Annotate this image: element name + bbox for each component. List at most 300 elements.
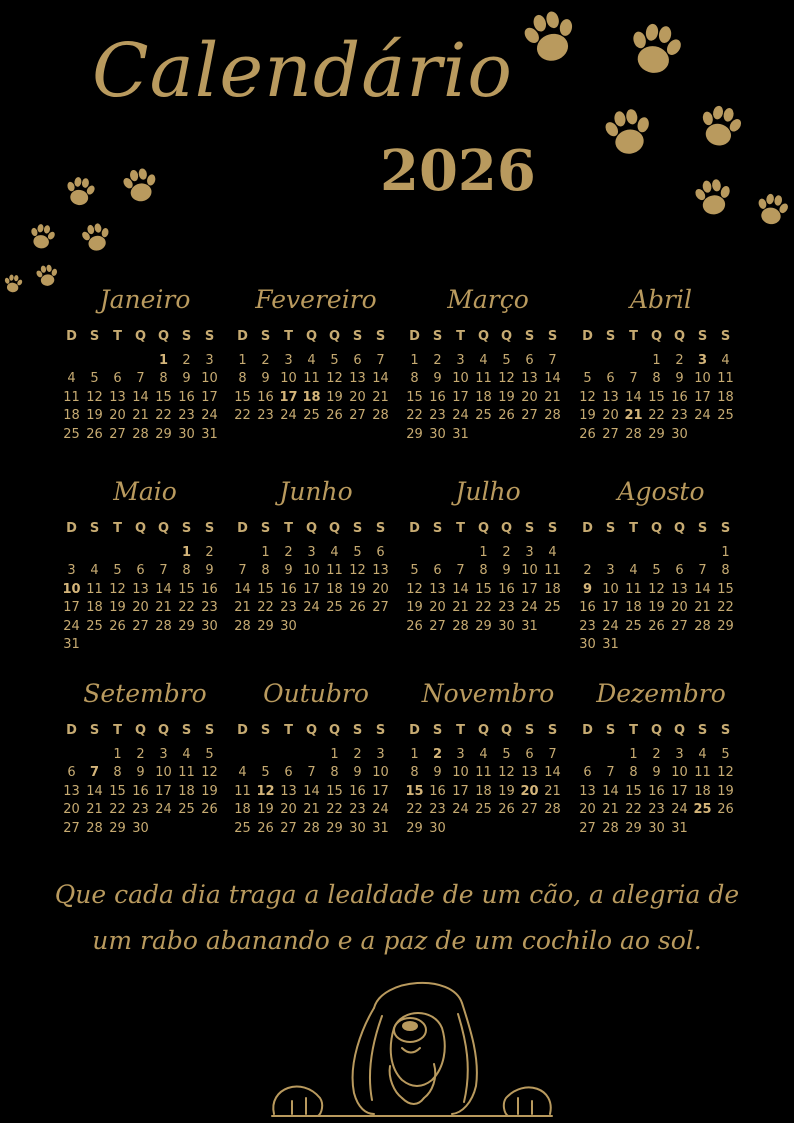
day-cell: 23	[280, 600, 297, 616]
empty-cell	[60, 746, 83, 764]
day-cell: 5	[410, 563, 419, 579]
weekday-header: S	[720, 723, 731, 738]
day-cell: 31	[602, 636, 619, 652]
weekday-header: D	[66, 723, 77, 738]
day-cell: 18	[625, 600, 642, 616]
day-cell: 5	[90, 371, 99, 387]
day-cell: 1	[158, 353, 169, 368]
day-cell: 25	[178, 802, 195, 818]
empty-cell	[83, 746, 106, 764]
day-cell: 10	[201, 371, 218, 387]
weekday-header: Q	[477, 723, 490, 738]
day-cell: 9	[261, 371, 270, 387]
day-cell: 13	[521, 765, 538, 781]
day-cell: 27	[280, 820, 297, 836]
day-cell: 2	[432, 747, 443, 762]
day-cell: 30	[579, 636, 596, 652]
day-cell: 15	[155, 389, 172, 405]
day-cell: 8	[410, 371, 419, 387]
day-cell: 28	[86, 820, 103, 836]
day-cell: 30	[498, 618, 515, 634]
day-cell: 10	[602, 581, 619, 597]
weekday-header: S	[547, 521, 558, 536]
month-fevereiro	[231, 282, 401, 426]
day-cell: 22	[406, 802, 423, 818]
day-cell: 19	[406, 600, 423, 616]
day-cell: 23	[201, 600, 218, 616]
day-cell: 7	[376, 353, 385, 368]
day-cell: 14	[694, 581, 711, 597]
day-cell: 7	[456, 563, 465, 579]
day-cell: 27	[372, 600, 389, 616]
empty-cell	[300, 746, 323, 764]
day-cell: 17	[521, 581, 538, 597]
day-cell: 8	[113, 765, 122, 781]
day-cell: 17	[155, 783, 172, 799]
empty-cell	[129, 544, 152, 562]
day-cell: 9	[582, 581, 593, 597]
day-cell: 6	[136, 563, 145, 579]
day-cell: 12	[109, 581, 126, 597]
empty-cell	[426, 544, 449, 562]
weekday-header: S	[204, 521, 215, 536]
day-cell: 30	[178, 426, 195, 442]
day-cell: 23	[178, 408, 195, 424]
month-name: Março	[447, 285, 529, 314]
weekday-header: T	[284, 521, 293, 536]
empty-cell	[576, 352, 599, 370]
day-cell: 22	[326, 802, 343, 818]
day-cell: 24	[63, 618, 80, 634]
day-cell: 14	[372, 371, 389, 387]
weekday-header: S	[181, 329, 192, 344]
weekday-header: S	[605, 329, 616, 344]
day-cell: 16	[132, 783, 149, 799]
day-cell: 9	[136, 765, 145, 781]
day-cell: 10	[155, 765, 172, 781]
day-cell: 13	[132, 581, 149, 597]
day-cell: 1	[652, 353, 661, 368]
weekday-header: Q	[157, 329, 170, 344]
day-cell: 24	[671, 802, 688, 818]
day-cell: 7	[307, 765, 316, 781]
day-cell: 6	[525, 747, 534, 762]
day-cell: 9	[675, 371, 684, 387]
day-cell: 13	[63, 783, 80, 799]
day-cell: 2	[433, 353, 442, 368]
weekday-header: Q	[134, 329, 147, 344]
weekday-header: D	[409, 723, 420, 738]
weekday-header: Q	[134, 723, 147, 738]
empty-cell	[60, 544, 83, 562]
day-cell: 30	[429, 426, 446, 442]
day-cell: 18	[326, 581, 343, 597]
day-cell: 11	[326, 563, 343, 579]
day-cell: 8	[330, 765, 339, 781]
day-cell: 24	[155, 802, 172, 818]
empty-cell	[254, 746, 277, 764]
day-cell: 10	[303, 563, 320, 579]
day-cell: 4	[67, 371, 76, 387]
day-cell: 18	[302, 389, 321, 405]
day-cell: 12	[717, 765, 734, 781]
day-cell: 26	[349, 600, 366, 616]
day-cell: 8	[479, 563, 488, 579]
weekday-header: S	[697, 329, 708, 344]
day-cell: 1	[479, 545, 488, 560]
day-cell: 28	[452, 618, 469, 634]
day-cell: 15	[234, 389, 251, 405]
day-cell: 3	[159, 747, 168, 762]
day-cell: 27	[602, 426, 619, 442]
weekday-header: S	[432, 329, 443, 344]
day-cell: 22	[475, 600, 492, 616]
day-cell: 15	[406, 389, 423, 405]
weekday-header: D	[409, 521, 420, 536]
weekday-header: Q	[500, 329, 513, 344]
empty-cell	[576, 544, 599, 562]
day-cell: 3	[205, 353, 214, 368]
weekday-header: S	[720, 329, 731, 344]
day-cell: 27	[521, 802, 538, 818]
empty-cell	[152, 544, 175, 562]
weekday-header: Q	[328, 723, 341, 738]
day-cell: 18	[234, 802, 251, 818]
day-cell: 28	[602, 820, 619, 836]
day-cell: 6	[525, 353, 534, 368]
day-cell: 6	[376, 545, 385, 560]
day-cell: 23	[671, 408, 688, 424]
day-cell: 5	[652, 563, 661, 579]
empty-cell	[60, 352, 83, 370]
day-cell: 21	[602, 802, 619, 818]
day-cell: 21	[544, 389, 561, 405]
day-cell: 3	[456, 747, 465, 762]
month-agosto	[576, 474, 746, 654]
weekday-header: S	[89, 521, 100, 536]
day-cell: 5	[721, 747, 730, 762]
day-cell: 14	[132, 389, 149, 405]
day-cell: 4	[182, 747, 191, 762]
day-cell: 17	[372, 783, 389, 799]
day-cell: 23	[429, 408, 446, 424]
month-name: Dezembro	[596, 679, 726, 708]
weekday-header: Q	[305, 329, 318, 344]
day-cell: 8	[159, 371, 168, 387]
weekday-header: S	[181, 723, 192, 738]
day-cell: 29	[406, 820, 423, 836]
day-cell: 7	[548, 747, 557, 762]
empty-cell	[231, 746, 254, 764]
day-cell: 18	[475, 389, 492, 405]
day-cell: 6	[113, 371, 122, 387]
day-cell: 8	[182, 563, 191, 579]
day-cell: 12	[201, 765, 218, 781]
day-cell: 28	[544, 802, 561, 818]
day-cell: 12	[498, 371, 515, 387]
day-cell: 7	[698, 563, 707, 579]
day-cell: 26	[498, 408, 515, 424]
day-cell: 28	[155, 618, 172, 634]
day-cell: 21	[132, 408, 149, 424]
day-cell: 12	[326, 371, 343, 387]
weekday-header: S	[720, 521, 731, 536]
weekday-header: D	[237, 521, 248, 536]
day-cell: 14	[155, 581, 172, 597]
day-cell: 13	[349, 371, 366, 387]
day-cell: 30	[671, 426, 688, 442]
quote-line-1: Que cada dia traga a lealdade de um cão, a alegria de	[54, 880, 740, 909]
day-cell: 1	[261, 545, 270, 560]
weekday-header: T	[284, 329, 293, 344]
day-cell: 14	[625, 389, 642, 405]
day-cell: 11	[63, 389, 80, 405]
day-cell: 10	[452, 371, 469, 387]
day-cell: 26	[201, 802, 218, 818]
weekday-header: S	[89, 723, 100, 738]
day-cell: 16	[257, 389, 274, 405]
day-cell: 23	[648, 802, 665, 818]
day-cell: 29	[155, 426, 172, 442]
empty-cell	[599, 746, 622, 764]
day-cell: 12	[406, 581, 423, 597]
weekday-header: T	[629, 329, 638, 344]
day-cell: 7	[629, 371, 638, 387]
day-cell: 31	[372, 820, 389, 836]
day-cell: 29	[717, 618, 734, 634]
day-cell: 13	[671, 581, 688, 597]
day-cell: 25	[475, 408, 492, 424]
day-cell: 17	[201, 389, 218, 405]
weekday-header: S	[352, 329, 363, 344]
day-cell: 26	[406, 618, 423, 634]
weekday-header: S	[375, 521, 386, 536]
empty-cell	[83, 352, 106, 370]
day-cell: 11	[303, 371, 320, 387]
month-name: Agosto	[617, 477, 705, 506]
weekday-header: T	[456, 723, 465, 738]
weekday-header: T	[456, 329, 465, 344]
day-cell: 7	[548, 353, 557, 368]
day-cell: 19	[349, 581, 366, 597]
day-cell: 18	[544, 581, 561, 597]
day-cell: 24	[280, 408, 297, 424]
weekday-header: Q	[328, 521, 341, 536]
day-cell: 18	[717, 389, 734, 405]
weekday-header: S	[547, 723, 558, 738]
day-cell: 12	[86, 389, 103, 405]
weekday-header: S	[352, 723, 363, 738]
day-cell: 2	[205, 545, 214, 560]
day-cell: 6	[433, 563, 442, 579]
day-cell: 27	[429, 618, 446, 634]
day-cell: 14	[544, 371, 561, 387]
weekday-header: S	[432, 723, 443, 738]
day-cell: 27	[63, 820, 80, 836]
day-cell: 27	[109, 426, 126, 442]
day-cell: 24	[372, 802, 389, 818]
day-cell: 15	[475, 581, 492, 597]
day-cell: 16	[498, 581, 515, 597]
empty-cell	[403, 544, 426, 562]
day-cell: 29	[406, 426, 423, 442]
day-cell: 1	[330, 747, 339, 762]
day-cell: 5	[205, 747, 214, 762]
dog-illustration	[262, 968, 562, 1123]
day-cell: 4	[238, 765, 247, 781]
day-cell: 26	[498, 802, 515, 818]
day-cell: 30	[132, 820, 149, 836]
day-cell: 27	[671, 618, 688, 634]
day-cell: 11	[694, 765, 711, 781]
day-cell: 28	[132, 426, 149, 442]
day-cell: 25	[63, 426, 80, 442]
day-cell: 3	[284, 353, 293, 368]
empty-cell	[277, 746, 300, 764]
day-cell: 15	[178, 581, 195, 597]
day-cell: 13	[579, 783, 596, 799]
day-cell: 8	[238, 371, 247, 387]
weekday-header: S	[547, 329, 558, 344]
day-cell: 1	[629, 747, 638, 762]
day-cell: 27	[521, 408, 538, 424]
day-cell: 20	[671, 600, 688, 616]
day-cell: 14	[303, 783, 320, 799]
weekday-header: Q	[500, 723, 513, 738]
weekday-header: Q	[328, 329, 341, 344]
empty-cell	[599, 352, 622, 370]
weekday-header: S	[375, 723, 386, 738]
day-cell: 1	[410, 747, 419, 762]
weekday-header: T	[113, 329, 122, 344]
weekday-header: D	[582, 521, 593, 536]
weekday-header: Q	[500, 521, 513, 536]
weekday-header: D	[237, 723, 248, 738]
day-cell: 20	[109, 408, 126, 424]
weekday-header: S	[432, 521, 443, 536]
day-cell: 21	[303, 802, 320, 818]
weekday-header: S	[89, 329, 100, 344]
day-cell: 20	[372, 581, 389, 597]
empty-cell	[231, 544, 254, 562]
day-cell: 2	[652, 747, 661, 762]
empty-cell	[599, 544, 622, 562]
day-cell: 29	[326, 820, 343, 836]
day-cell: 10	[521, 563, 538, 579]
day-cell: 19	[326, 389, 343, 405]
day-cell: 12	[256, 783, 275, 799]
day-cell: 30	[648, 820, 665, 836]
day-cell: 8	[410, 765, 419, 781]
day-cell: 15	[648, 389, 665, 405]
day-cell: 6	[353, 353, 362, 368]
day-cell: 30	[349, 820, 366, 836]
weekday-header: S	[260, 723, 271, 738]
day-cell: 23	[498, 600, 515, 616]
day-cell: 23	[132, 802, 149, 818]
day-cell: 29	[257, 618, 274, 634]
day-cell: 20	[579, 802, 596, 818]
month-abril	[576, 282, 746, 444]
day-cell: 17	[671, 783, 688, 799]
day-cell: 22	[406, 408, 423, 424]
weekday-header: T	[284, 723, 293, 738]
day-cell: 7	[238, 563, 247, 579]
weekday-header: T	[629, 723, 638, 738]
day-cell: 1	[181, 545, 192, 560]
day-cell: 14	[452, 581, 469, 597]
month-name: Junho	[279, 477, 353, 506]
day-cell: 31	[452, 426, 469, 442]
weekday-header: D	[237, 329, 248, 344]
day-cell: 12	[579, 389, 596, 405]
day-cell: 6	[284, 765, 293, 781]
day-cell: 5	[113, 563, 122, 579]
day-cell: 10	[372, 765, 389, 781]
day-cell: 18	[178, 783, 195, 799]
day-cell: 21	[86, 802, 103, 818]
day-cell: 25	[86, 618, 103, 634]
day-cell: 5	[583, 371, 592, 387]
day-cell: 11	[717, 371, 734, 387]
weekday-header: S	[697, 521, 708, 536]
month-name: Novembro	[421, 679, 555, 708]
day-cell: 8	[629, 765, 638, 781]
day-cell: 20	[63, 802, 80, 818]
day-cell: 5	[502, 353, 511, 368]
day-cell: 2	[261, 353, 270, 368]
day-cell: 4	[548, 545, 557, 560]
day-cell: 2	[502, 545, 511, 560]
weekday-header: Q	[157, 723, 170, 738]
day-cell: 4	[479, 353, 488, 368]
weekday-header: Q	[673, 329, 686, 344]
day-cell: 20	[602, 408, 619, 424]
day-cell: 22	[257, 600, 274, 616]
day-cell: 16	[178, 389, 195, 405]
day-cell: 16	[648, 783, 665, 799]
empty-cell	[691, 544, 714, 562]
day-cell: 9	[433, 765, 442, 781]
day-cell: 21	[624, 408, 643, 424]
day-cell: 5	[330, 353, 339, 368]
day-cell: 20	[429, 600, 446, 616]
weekday-header: Q	[673, 723, 686, 738]
day-cell: 15	[326, 783, 343, 799]
weekday-header: Q	[650, 723, 663, 738]
day-cell: 21	[234, 600, 251, 616]
day-cell: 26	[648, 618, 665, 634]
month-outubro	[231, 676, 401, 838]
day-cell: 25	[303, 408, 320, 424]
weekday-header: S	[352, 521, 363, 536]
weekday-header: Q	[477, 329, 490, 344]
day-cell: 20	[280, 802, 297, 818]
day-cell: 21	[544, 783, 561, 799]
month-name: Setembro	[83, 679, 207, 708]
month-julho	[403, 474, 573, 636]
day-cell: 2	[353, 747, 362, 762]
day-cell: 1	[113, 747, 122, 762]
day-cell: 3	[376, 747, 385, 762]
day-cell: 26	[257, 820, 274, 836]
month-junho	[231, 474, 401, 636]
day-cell: 17	[602, 600, 619, 616]
day-cell: 13	[602, 389, 619, 405]
day-cell: 24	[452, 408, 469, 424]
paw-print-icon	[593, 98, 663, 168]
paw-print-icon	[620, 15, 690, 85]
